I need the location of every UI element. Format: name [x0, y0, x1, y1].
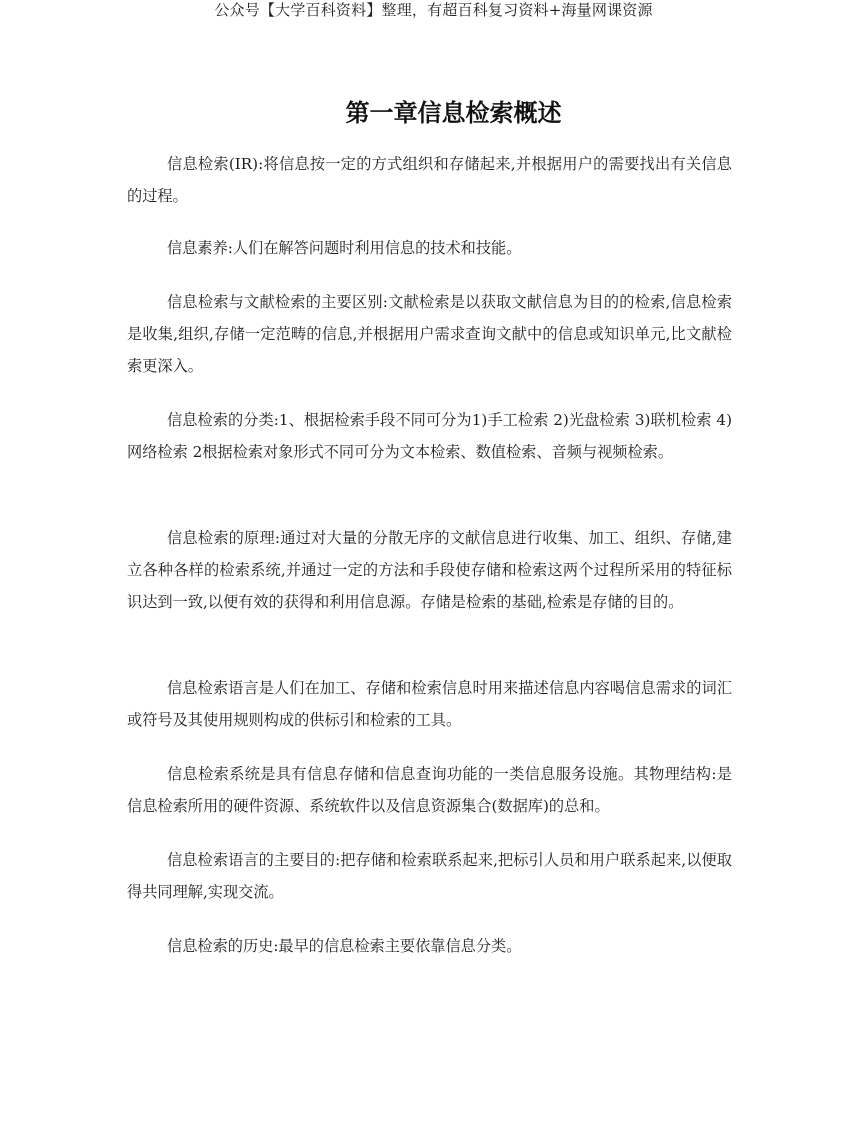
- paragraph-retrieval-language-purpose: 信息检索语言的主要目的:把存储和检索联系起来,把标引人员和用户联系起来,以便取得共同理解,实现交流。: [127, 851, 732, 901]
- paragraph-ir-principle: 信息检索的原理:通过对大量的分散无序的文献信息进行收集、加工、组织、存储,建立各种各样的检索系统,并通过一定的方法和手段使存储和检索这两个过程所采用的特征标识达到一致,以便有效的获得和利用信息源。存储是检索的基础,检索是存储的目的。: [127, 529, 732, 611]
- page-title: 第一章信息检索概述: [345, 99, 562, 128]
- paragraph-retrieval-language: 信息检索语言是人们在加工、存储和检索信息时用来描述信息内容喝信息需求的词汇或符号及其使用规则构成的供标引和检索的工具。: [127, 679, 732, 729]
- paragraph-ir-vs-document-retrieval: 信息检索与文献检索的主要区别:文献检索是以获取文献信息为目的的检索,信息检索是收集,组织,存储一定范畴的信息,并根据用户需求查询文献中的信息或知识单元,比文献检索更深入。: [127, 293, 732, 375]
- paragraph-ir-history: 信息检索的历史:最早的信息检索主要依靠信息分类。: [167, 937, 522, 955]
- watermark-header-note: 公众号【大学百科资料】整理，有超百科复习资料+海量网课资源: [214, 1, 653, 19]
- paragraph-information-literacy: 信息素养:人们在解答问题时利用信息的技术和技能。: [167, 239, 522, 257]
- paragraph-retrieval-system: 信息检索系统是具有信息存储和信息查询功能的一类信息服务设施。其物理结构:是信息检索所用的硬件资源、系统软件以及信息资源集合(数据库)的总和。: [127, 765, 732, 815]
- paragraph-ir-classification: 信息检索的分类:1、根据检索手段不同可分为1)手工检索 2)光盘检索 3)联机检索 4)网络检索 2根据检索对象形式不同可分为文本检索、数值检索、音频与视频检索。: [127, 411, 732, 461]
- paragraph-ir-definition: 信息检索(IR):将信息按一定的方式组织和存储起来,并根据用户的需要找出有关信息的过程。: [127, 155, 732, 205]
